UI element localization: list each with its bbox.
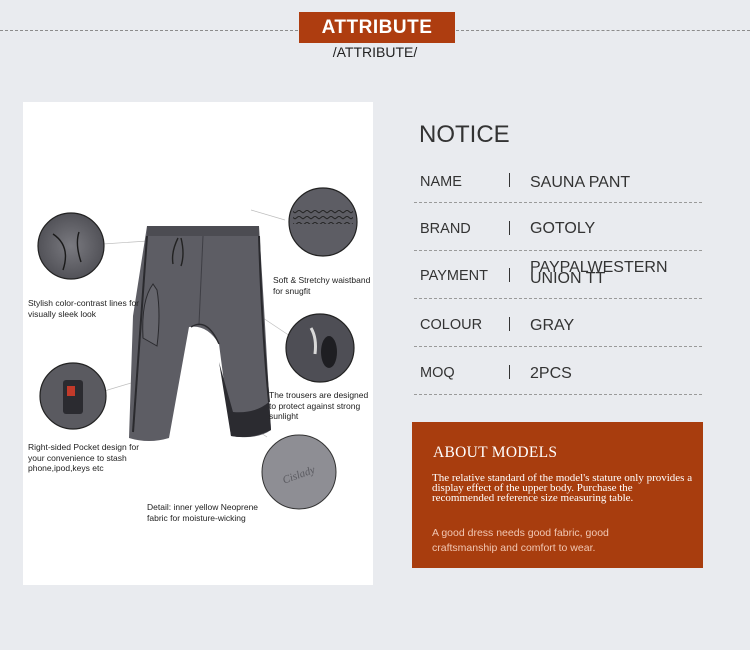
row-value: PAYPALWESTERN UNION TT: [530, 259, 668, 287]
row-divider: [414, 394, 702, 395]
row-value: GRAY: [530, 317, 575, 334]
row-label: NAME: [420, 174, 462, 190]
attribute-badge: ATTRIBUTE: [299, 12, 455, 43]
attribute-subtitle: /ATTRIBUTE/: [332, 44, 418, 60]
row-separator: [509, 365, 510, 379]
caption-waistband: Soft & Stretchy waistband for snugfit: [273, 275, 371, 296]
about-note: A good dress needs good fabric, good craftsmanship and comfort to wear.: [432, 527, 609, 554]
row-label: COLOUR: [420, 317, 483, 333]
row-value: SAUNA PANT: [530, 174, 631, 191]
header-divider-left: [0, 30, 298, 31]
notice-row-moq: [414, 347, 702, 395]
notice-row-colour: [414, 299, 702, 347]
row-label: BRAND: [420, 221, 471, 237]
row-value: GOTOLY: [530, 220, 596, 237]
header-divider-right: [456, 30, 750, 31]
row-separator: [509, 221, 510, 235]
caption-sunlight: The trousers are designed to protect against strong sunlight: [269, 390, 369, 421]
about-body: The relative standard of the model's stature only provides a display effect of the upper body. Purchase the recommended reference size measuring table.: [432, 472, 693, 504]
row-value: 2PCS: [530, 365, 572, 382]
about-title: ABOUT MODELS: [433, 444, 558, 461]
row-label: MOQ: [420, 365, 455, 381]
notice-title: NOTICE: [419, 121, 510, 148]
notice-row-name: [414, 155, 702, 203]
product-image: [23, 102, 373, 585]
caption-neoprene: Detail: inner yellow Neoprene fabric for moisture-wicking: [147, 502, 259, 523]
row-separator: [509, 268, 510, 282]
row-separator: [509, 317, 510, 331]
row-separator: [509, 173, 510, 187]
caption-pocket: Right-sided Pocket design for your convenience to stash phone,ipod,keys etc: [28, 442, 140, 473]
about-models-panel: [412, 422, 703, 568]
caption-color-lines: Stylish color-contrast lines for visually sleek look: [28, 298, 140, 319]
row-label: PAYMENT: [420, 268, 488, 284]
pants-shape: [129, 226, 271, 441]
notice-row-brand: [414, 203, 702, 251]
notice-row-payment: [414, 251, 702, 299]
brand-logo-text: Cislady: [281, 463, 317, 487]
